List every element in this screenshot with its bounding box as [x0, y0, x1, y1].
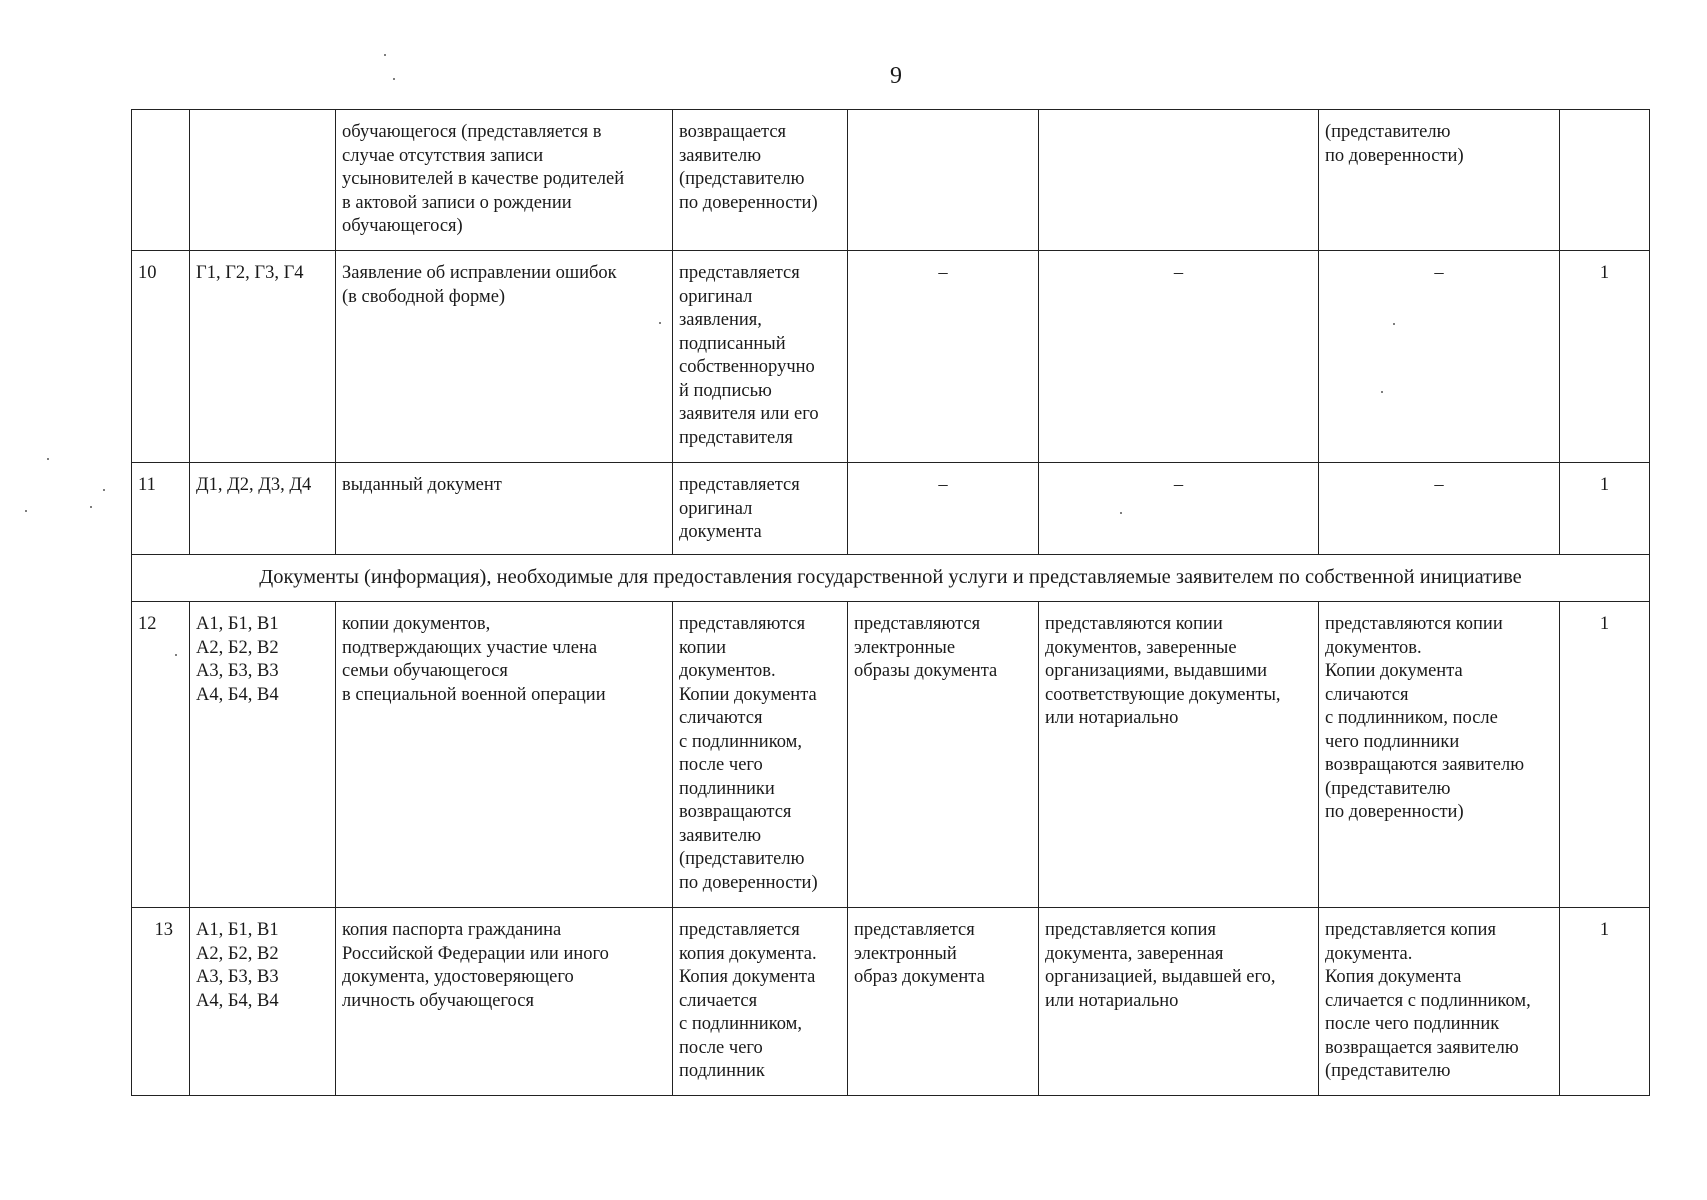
scan-speck — [393, 78, 395, 80]
copies-count: 1 — [1560, 908, 1650, 1096]
copies-count: 1 — [1560, 251, 1650, 463]
electronic-submission: – — [848, 251, 1039, 463]
section-heading-row — [132, 555, 1650, 602]
scan-speck — [659, 322, 661, 324]
mfc-submission: представляется копия документа. Копия документа сличается с подлинником, после чего подлинник возвращается заявителю (представителю — [1319, 908, 1560, 1096]
applicant-categories: А1, Б1, В1 А2, Б2, В2 А3, Б3, В3 А4, Б4, В4 — [190, 602, 336, 908]
document-name: выданный документ — [336, 463, 673, 555]
mfc-submission: – — [1319, 251, 1560, 463]
document-name: копии документов, подтверждающих участие члена семьи обучающегося в специальной военной операции — [336, 602, 673, 908]
mfc-submission: – — [1319, 463, 1560, 555]
copies-count — [1560, 110, 1650, 251]
scan-speck — [103, 489, 105, 491]
in-person-submission: представляется копия документа. Копия документа сличается с подлинником, после чего подлинник — [673, 908, 848, 1096]
scan-speck — [47, 458, 49, 460]
applicant-categories — [190, 110, 336, 251]
row-number: 13 — [132, 908, 190, 1096]
table-row — [132, 110, 1650, 251]
electronic-submission: представляются электронные образы документа — [848, 602, 1039, 908]
row-number: 11 — [132, 463, 190, 555]
table-row — [132, 463, 1650, 555]
mail-submission — [1039, 110, 1319, 251]
mfc-submission: представляются копии документов. Копии документа сличаются с подлинником, после чего подлинники возвращаются заявителю (представителю по доверенности) — [1319, 602, 1560, 908]
mail-submission: – — [1039, 251, 1319, 463]
scan-speck — [90, 506, 92, 508]
table-row — [132, 908, 1650, 1096]
table-row — [132, 602, 1650, 908]
applicant-categories: Г1, Г2, Г3, Г4 — [190, 251, 336, 463]
electronic-submission: – — [848, 463, 1039, 555]
applicant-categories: А1, Б1, В1 А2, Б2, В2 А3, Б3, В3 А4, Б4, В4 — [190, 908, 336, 1096]
section-heading: Документы (информация), необходимые для предоставления государственной услуги и представляемые заявителем по собственной инициативе — [132, 555, 1650, 602]
copies-count: 1 — [1560, 602, 1650, 908]
row-number — [132, 110, 190, 251]
document-name: Заявление об исправлении ошибок (в свободной форме) — [336, 251, 673, 463]
scan-speck — [384, 54, 386, 56]
scan-speck — [1120, 512, 1122, 514]
electronic-submission: представляется электронный образ документа — [848, 908, 1039, 1096]
applicant-categories: Д1, Д2, Д3, Д4 — [190, 463, 336, 555]
row-number: 10 — [132, 251, 190, 463]
in-person-submission: представляется оригинал заявления, подписанный собственноручно й подписью заявителя или его представителя — [673, 251, 848, 463]
table-row — [132, 251, 1650, 463]
row-number: 12 — [132, 602, 190, 908]
in-person-submission: представляются копии документов. Копии документа сличаются с подлинником, после чего подлинники возвращаются заявителю (представителю по доверенности) — [673, 602, 848, 908]
document-name: копия паспорта гражданина Российской Федерации или иного документа, удостоверяющего личность обучающегося — [336, 908, 673, 1096]
scan-speck — [175, 654, 177, 656]
mfc-submission: (представителю по доверенности) — [1319, 110, 1560, 251]
copies-count: 1 — [1560, 463, 1650, 555]
electronic-submission — [848, 110, 1039, 251]
in-person-submission: представляется оригинал документа — [673, 463, 848, 555]
mail-submission: представляются копии документов, заверенные организациями, выдавшими соответствующие документы, или нотариально — [1039, 602, 1319, 908]
page-number: 9 — [890, 63, 902, 89]
scan-speck — [1393, 323, 1395, 325]
documents-table — [131, 109, 1650, 1096]
mail-submission: – — [1039, 463, 1319, 555]
in-person-submission: возвращается заявителю (представителю по доверенности) — [673, 110, 848, 251]
scan-speck — [25, 510, 27, 512]
document-name: обучающегося (представляется в случае отсутствия записи усыновителей в качестве родителей в актовой записи о рождении обучающегося) — [336, 110, 673, 251]
mail-submission: представляется копия документа, заверенная организацией, выдавшей его, или нотариально — [1039, 908, 1319, 1096]
scan-speck — [1381, 391, 1383, 393]
